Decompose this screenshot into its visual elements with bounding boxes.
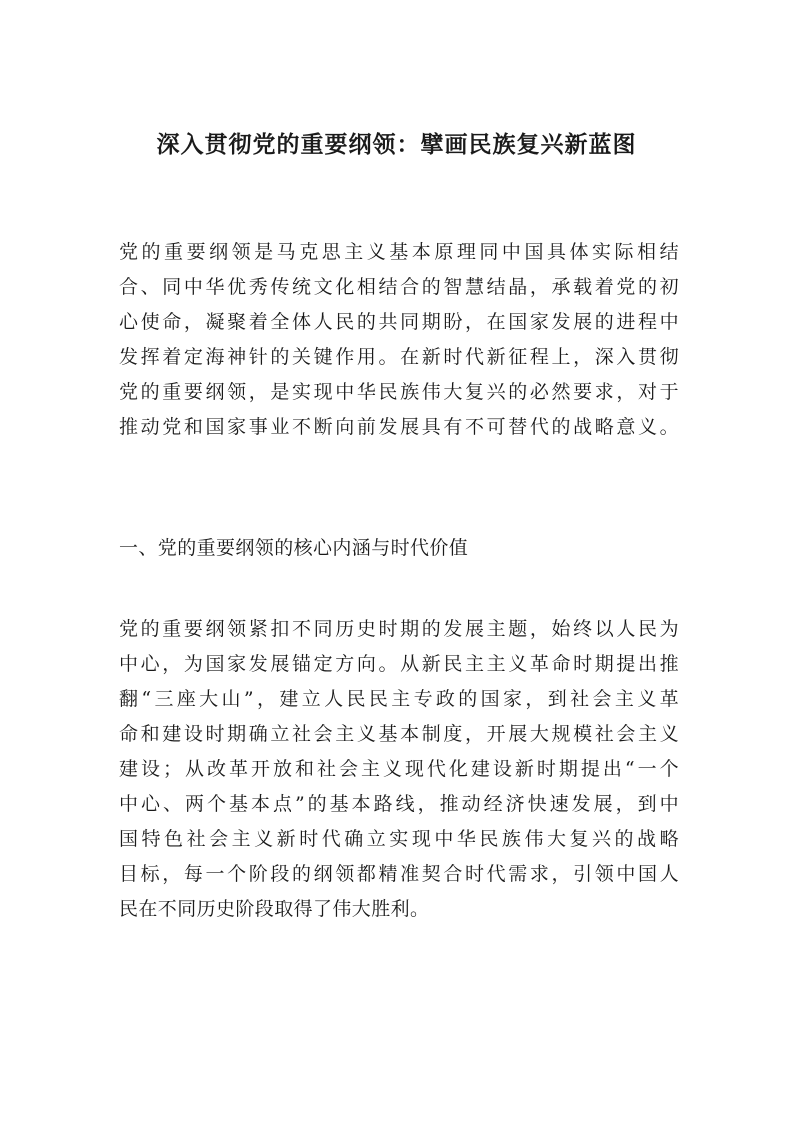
paragraph-line: 建设；从改革开放和社会主义现代化建设新时期提出“一个	[119, 758, 679, 780]
paragraph-line: 党的重要纲领，是实现中华民族伟大复兴的必然要求，对于	[119, 381, 679, 403]
paragraph-line: 目标，每一个阶段的纲领都精准契合时代需求，引领中国人	[119, 863, 679, 885]
paragraph-line: 翻“三座大山”，建立人民民主专政的国家，到社会主义革	[119, 688, 679, 710]
section1-paragraph	[119, 612, 679, 927]
paragraph-line: 党的重要纲领紧扣不同历史时期的发展主题，始终以人民为	[119, 618, 679, 640]
paragraph-line: 发挥着定海神针的关键作用。在新时代新征程上，深入贯彻	[119, 346, 679, 368]
section-heading: 一、党的重要纲领的核心内涵与时代价值	[119, 537, 469, 559]
paragraph-line: 推动党和国家事业不断向前发展具有不可替代的战略意义。	[119, 416, 679, 438]
paragraph-line: 心使命，凝聚着全体人民的共同期盼，在国家发展的进程中	[119, 311, 679, 333]
paragraph-line: 中心、两个基本点”的基本路线，推动经济快速发展，到中	[119, 793, 679, 815]
paragraph-line: 命和建设时期确立社会主义基本制度，开展大规模社会主义	[119, 723, 679, 745]
paragraph-line: 国特色社会主义新时代确立实现中华民族伟大复兴的战略	[119, 828, 679, 850]
paragraph-line: 党的重要纲领是马克思主义基本原理同中国具体实际相结	[119, 241, 679, 263]
document-title: 深入贯彻党的重要纲领：擘画民族复兴新蓝图	[156, 131, 637, 158]
paragraph-line: 中心，为国家发展锚定方向。从新民主主义革命时期提出推	[119, 653, 679, 675]
intro-paragraph	[119, 235, 679, 445]
paragraph-line: 合、同中华优秀传统文化相结合的智慧结晶，承载着党的初	[119, 276, 679, 298]
paragraph-line: 民在不同历史阶段取得了伟大胜利。	[119, 898, 430, 920]
